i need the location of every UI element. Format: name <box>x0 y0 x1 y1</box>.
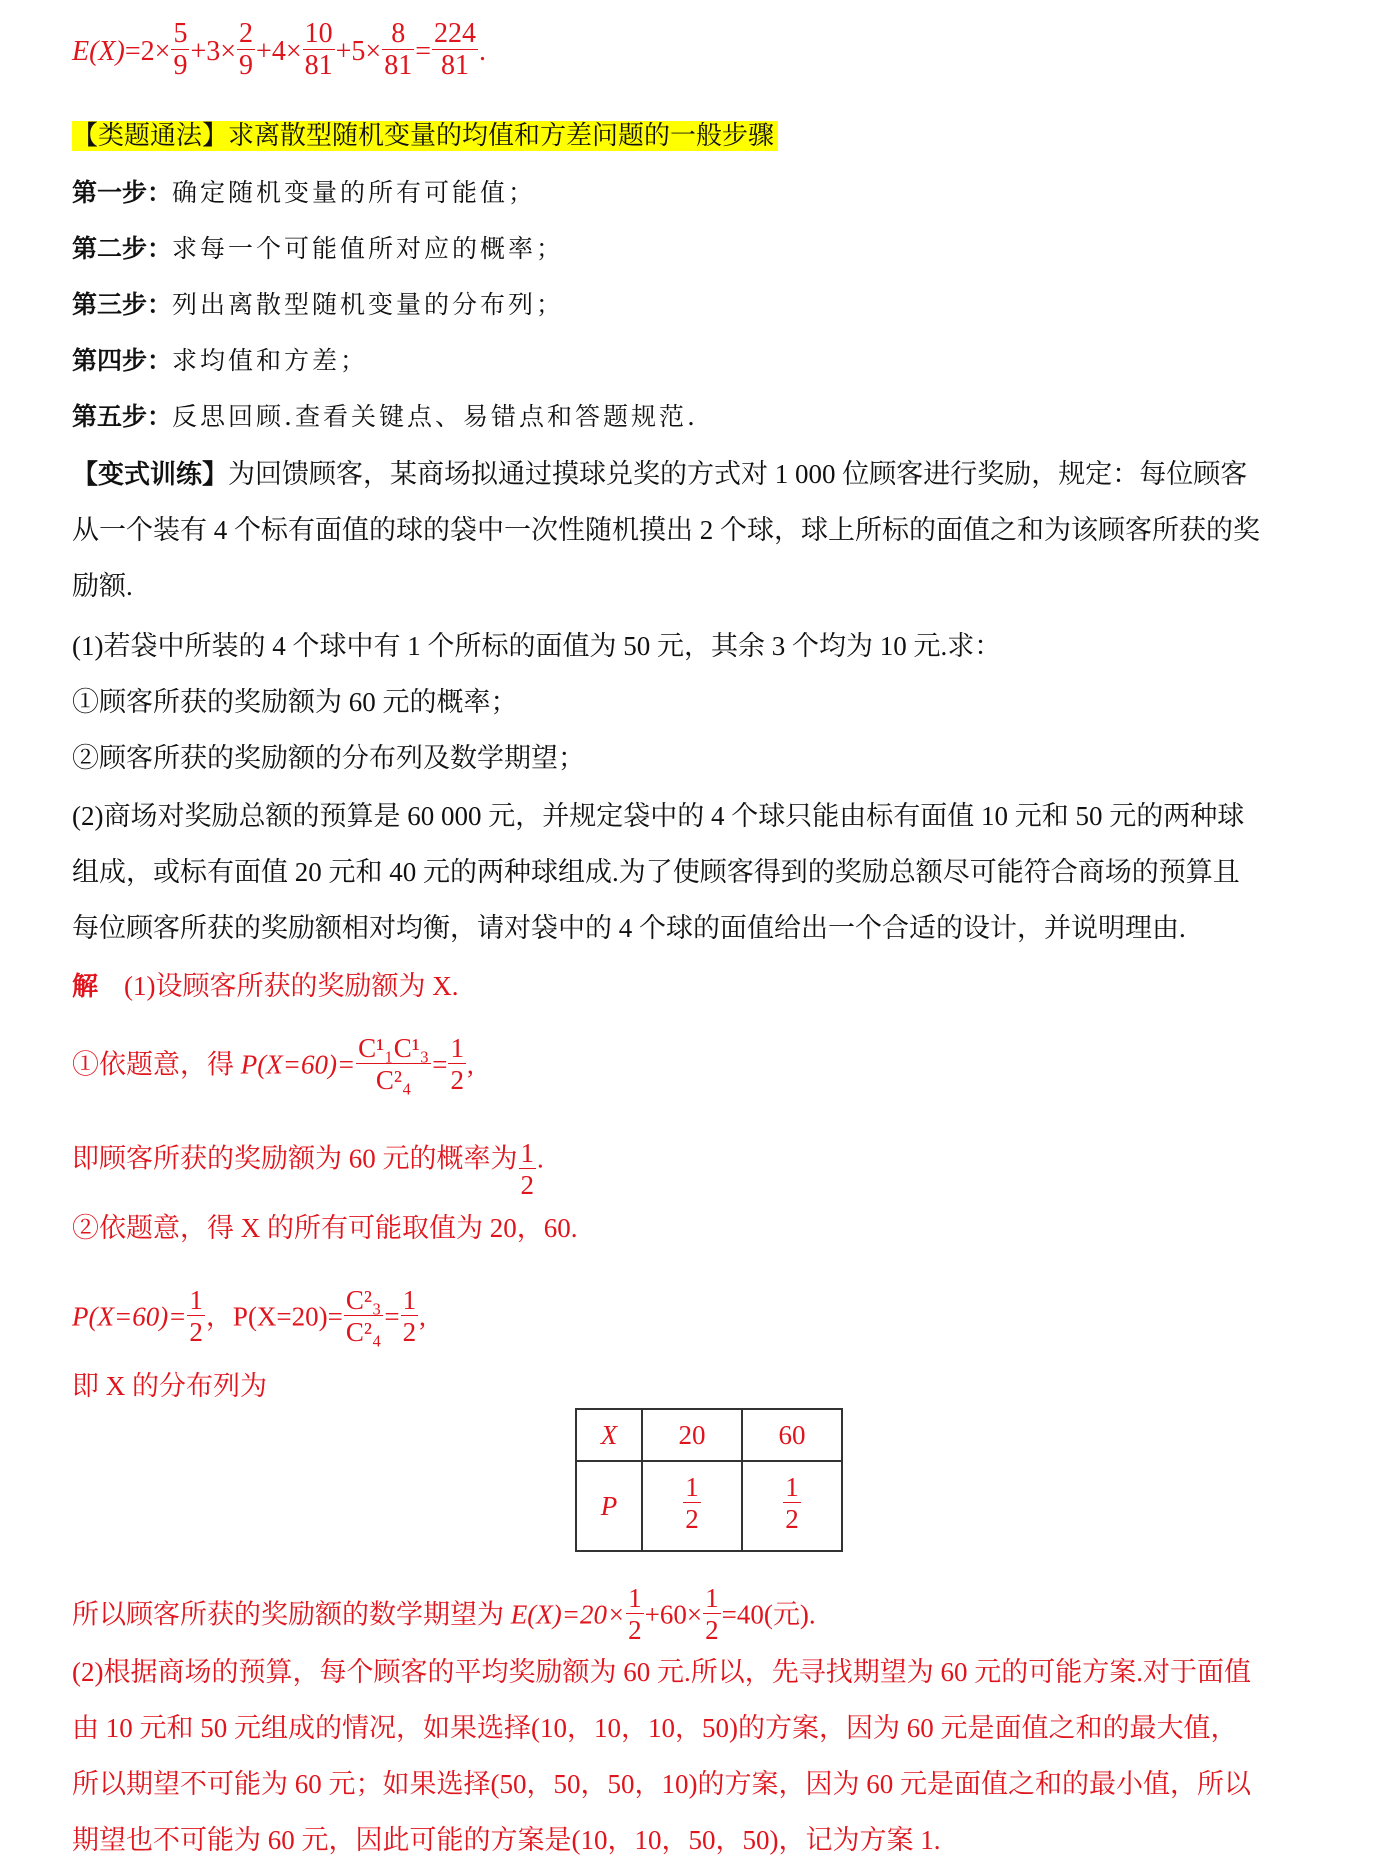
exercise-line-2: 从一个装有 4 个标有面值的球的袋中一次性随机摸出 2 个球，球上所标的面值之和为该顾客所获的奖 <box>72 515 1260 545</box>
solution-prob-statement <box>72 1130 544 1200</box>
formula-term: +60× <box>644 1599 703 1630</box>
table-header-p: P <box>576 1461 642 1551</box>
exercise-tag: 【变式训练】 <box>72 460 229 490</box>
formula-term: =40(元). <box>721 1599 816 1630</box>
expectation-formula <box>72 18 487 85</box>
solution-text: (1)设顾客所获的奖励额为 X. <box>124 971 459 1001</box>
formula-term: = <box>415 35 432 67</box>
step-4 <box>72 340 368 381</box>
exercise-part2-line-1: (2)商场对奖励总额的预算是 60 000 元，并规定袋中的 4 个球只能由标有面值 10 元和 50 元的两种球 <box>72 801 1245 831</box>
solution-values: ②依题意，得 X 的所有可能取值为 20，60. <box>72 1213 578 1243</box>
formula-lhs: E(X) <box>72 35 125 67</box>
solution-expectation <box>72 1583 816 1649</box>
combination-fraction: $\frac{\text{C²₃}}{\text{C²₄}}$ <box>345 1285 382 1347</box>
solution-part2-line-3: 所以期望不可能为 60 元；如果选择(50，50，50，10)的方案，因为 60 元是面值之和的最小值，所以 <box>72 1769 1251 1799</box>
exercise-line-1 <box>72 454 1247 495</box>
fraction: $\frac{2}{9}$ <box>239 18 254 81</box>
formula-term: = <box>432 1049 448 1080</box>
exercise-part1-q2: ②顾客所获的奖励额的分布列及数学期望； <box>72 743 585 773</box>
fraction: $\frac{1}{2}$ <box>520 1138 534 1200</box>
fraction: $\frac{8}{81}$ <box>384 18 413 81</box>
table-cell: 60 <box>742 1409 842 1461</box>
formula-term: , <box>466 1049 474 1080</box>
combination-fraction: $\frac{\text{C¹₁C¹₃}}{\text{C²₄}}$ <box>358 1033 430 1095</box>
distribution-table <box>575 1408 843 1552</box>
fraction: $\frac{1}{2}$ <box>628 1583 642 1645</box>
fraction: $\frac{10}{81}$ <box>304 18 333 81</box>
method-heading: 【类题通法】求离散型随机变量的均值和方差问题的一般步骤 <box>72 121 778 151</box>
formula-term: . <box>479 35 487 67</box>
formula-term: . <box>537 1143 544 1174</box>
step-5 <box>72 396 698 437</box>
exercise-text: 为回馈顾客，某商场拟通过摸球兑奖的方式对 1 000 位顾客进行奖励，规定：每位顾客 <box>228 459 1248 489</box>
solution-text: 所以顾客所获的奖励额的数学期望为 <box>72 1599 511 1630</box>
exercise-line-3: 励额. <box>72 571 133 601</box>
table-row-x <box>576 1409 842 1461</box>
fraction: $\frac{224}{81}$ <box>434 18 477 81</box>
solution-probs <box>72 1285 426 1351</box>
solution-text: 即顾客所获的奖励额为 60 元的概率为 <box>72 1143 518 1174</box>
exercise-part2-line-2: 组成，或标有面值 20 元和 40 元的两种球组成.为了使顾客得到的奖励总额尽可能符合商场的预算且 <box>72 857 1240 887</box>
table-cell: 20 <box>642 1409 742 1461</box>
fraction: $\frac{1}{2}$ <box>705 1583 719 1645</box>
method-heading-row <box>72 116 778 156</box>
step-1 <box>72 172 536 213</box>
step-label: 第四步： <box>72 346 173 375</box>
fraction: $\frac{1}{2}$ <box>189 1285 203 1347</box>
fraction: $\frac{1}{2}$ <box>450 1033 464 1095</box>
step-2 <box>72 228 564 269</box>
fraction: $\frac{1}{2}$ <box>402 1285 417 1347</box>
step-text: 求均值和方差； <box>172 346 369 375</box>
table-row-p <box>576 1461 842 1551</box>
step-text: 确定随机变量的所有可能值； <box>172 178 537 207</box>
solution-part2-line-2: 由 10 元和 50 元组成的情况，如果选择(10，10，10，50)的方案，因为 60 元是面值之和的最大值， <box>72 1713 1238 1743</box>
exercise-part2-line-3: 每位顾客所获的奖励额相对均衡，请对袋中的 4 个球的面值给出一个合适的设计，并说明理由. <box>72 913 1186 943</box>
formula-term: = <box>384 1301 400 1332</box>
step-text: 反思回顾.查看关键点、易错点和答题规范. <box>172 402 698 431</box>
formula-term: +5× <box>335 35 382 67</box>
solution-part2-line-4: 期望也不可能为 60 元，因此可能的方案是(10，10，50，50)，记为方案 1. <box>72 1825 941 1855</box>
step-label: 第三步： <box>72 290 173 319</box>
formula-term: ，P(X=20)= <box>205 1301 343 1332</box>
step-text: 列出离散型随机变量的分布列； <box>172 290 565 319</box>
formula-term: +4× <box>256 35 302 67</box>
solution-prob-60 <box>72 1033 474 1099</box>
exercise-part1-q1: ①顾客所获的奖励额为 60 元的概率； <box>72 687 518 717</box>
formula-term: P(X=60)= <box>72 1301 187 1332</box>
formula-term: P(X=60)= <box>240 1049 356 1080</box>
step-label: 第五步： <box>72 402 173 431</box>
solution-part2-line-1: (2)根据商场的预算，每个顾客的平均奖励额为 60 元.所以，先寻找期望为 60 元的可能方案.对于面值 <box>72 1657 1251 1687</box>
solution-dist-intro: 即 X 的分布列为 <box>72 1371 267 1401</box>
formula-term: =2× <box>124 35 171 67</box>
formula-term: +3× <box>190 35 237 67</box>
table-cell: $\frac{1}{2}$ <box>742 1461 842 1551</box>
exercise-part1: (1)若袋中所装的 4 个球中有 1 个所标的面值为 50 元，其余 3 个均为 10 元.求： <box>72 631 1002 661</box>
step-label: 第一步： <box>72 178 173 207</box>
table-cell: $\frac{1}{2}$ <box>642 1461 742 1551</box>
step-label: 第二步： <box>72 234 173 263</box>
table-header-x: X <box>576 1409 642 1461</box>
fraction: $\frac{5}{9}$ <box>173 18 188 81</box>
step-text: 求每一个可能值所对应的概率； <box>172 234 565 263</box>
solution-text: ①依题意，得 <box>72 1049 241 1080</box>
formula-term: E(X)=20× <box>510 1599 626 1630</box>
solution-label: 解 <box>72 972 99 1002</box>
formula-term: , <box>419 1301 426 1332</box>
step-3 <box>72 284 564 325</box>
solution-line-1 <box>72 966 459 1007</box>
